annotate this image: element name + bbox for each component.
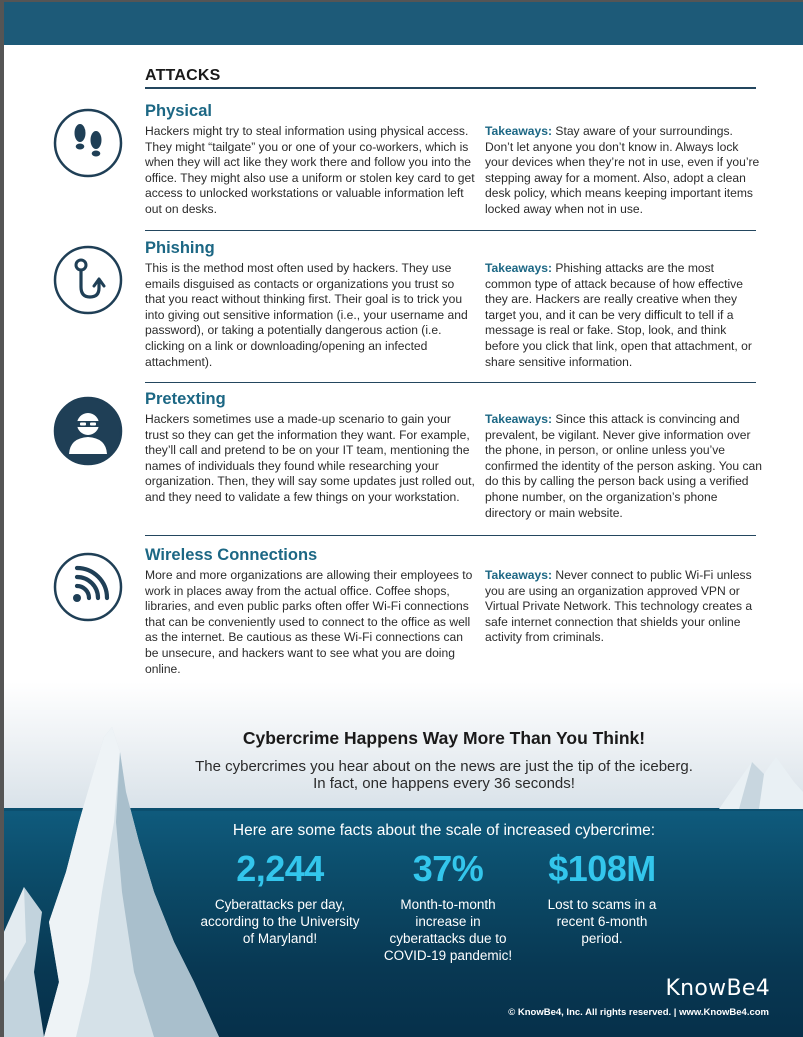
wifi-signal-icon bbox=[53, 552, 123, 622]
takeaway-text: Never connect to public Wi-Fi unless you are using an organization approved VPN or Virtual Private Network. This technology creates a safe internet connection that shields your online activity from criminals. bbox=[485, 568, 753, 645]
takeaway-text: Stay aware of your surroundings. Don’t let anyone you don’t know in. Always lock your devices when they’re not in use, even if you’re stepping away for a moment. Also, adopt a clean desk policy, which means keeping important items locked away when not in use. bbox=[485, 124, 760, 216]
attack-title: Pretexting bbox=[145, 390, 226, 408]
stat-scam-losses bbox=[539, 848, 665, 947]
top-banner bbox=[4, 2, 803, 45]
stat-cyberattacks-per-day bbox=[200, 848, 360, 947]
section-divider bbox=[145, 230, 756, 231]
stat-description: Month-to-month increase in cyberattacks due to COVID-19 pandemic! bbox=[383, 897, 513, 963]
cybercrime-subheading: The cybercrimes you hear about on the news are just the tip of the iceberg. In fact, one happens every 36 seconds! bbox=[195, 758, 693, 792]
section-divider bbox=[145, 382, 756, 383]
knowbe4-logo: KnowBe4 bbox=[665, 976, 770, 1001]
attack-description: More and more organizations are allowing their employees to work in places away from the actual office. Coffee shops, libraries, and even public parks often offer Wi-Fi connections that can be conveniently used to connect to the office as well as the internet. Be cautious as these Wi-Fi connections can be unsecure, and hackers want to see what you are doing online. bbox=[145, 568, 473, 676]
attack-takeaway bbox=[485, 568, 763, 646]
attack-takeaway bbox=[485, 412, 763, 521]
attack-title: Wireless Connections bbox=[145, 546, 318, 564]
facts-intro: Here are some facts about the scale of increased cybercrime: bbox=[232, 822, 656, 839]
stat-number: $108M bbox=[548, 848, 656, 889]
stat-description: Lost to scams in a recent 6-month period. bbox=[547, 897, 657, 946]
takeaway-text: Phishing attacks are the most common type of attack because of how effective they are. Hackers are really creative when they target you, and it can be very difficult to tell if a message is real or fake. Stop, look, and think before you click that link, open that attachment, or share sensitive information. bbox=[485, 261, 752, 369]
takeaway-text: Since this attack is convincing and prevalent, be vigilant. Never give information over the phone, in person, or online unless you’ve confirmed the identity of the person asking. You can do this by calling the person back using a verified phone number, on the organization’s phone directory or main website. bbox=[485, 412, 762, 520]
attack-description: Hackers might try to steal information using physical access. They might “tailgate” you or one of your co-workers, which is when they will act like they work there and follow you into the office. They might also use a uniform or stolen key card to get access to unlocked workstations or valuable information left out on desks. bbox=[145, 124, 475, 216]
section-heading: ATTACKS bbox=[145, 67, 221, 84]
stat-number: 2,244 bbox=[236, 848, 324, 889]
takeaway-label: Takeaways: bbox=[485, 568, 553, 582]
attack-takeaway bbox=[485, 261, 763, 370]
footprints-icon bbox=[53, 108, 123, 178]
copyright-notice: © KnowBe4, Inc. All rights reserved. | www.KnowBe4.com bbox=[508, 1007, 769, 1018]
page bbox=[4, 2, 803, 1037]
takeaway-label: Takeaways: bbox=[485, 124, 553, 138]
takeaway-label: Takeaways: bbox=[485, 412, 553, 426]
cybercrime-infographic bbox=[4, 682, 803, 1037]
attack-title: Physical bbox=[145, 102, 212, 120]
stat-number: 37% bbox=[412, 848, 484, 889]
takeaway-label: Takeaways: bbox=[485, 261, 553, 275]
attack-description: Hackers sometimes use a made-up scenario to gain your trust so they can get the information they want. For example, they’ll call and pretend to be on your IT team, mentioning the names of individuals they found while researching your organization. Then, they will say some updates just rolled out, and they need to validate a few things on your workstation. bbox=[145, 412, 475, 504]
attack-takeaway bbox=[485, 124, 763, 218]
fishing-hook-icon bbox=[53, 245, 123, 315]
cybercrime-headline: Cybercrime Happens Way More Than You Think! bbox=[242, 728, 646, 748]
attack-title: Phishing bbox=[145, 239, 215, 257]
stat-monthly-increase bbox=[378, 848, 518, 964]
attack-description: This is the method most often used by hackers. They use emails disguised as contacts or organizations you trust so that you react without thinking first. Their goal is to trick you into giving out sensitive information (i.e., your username and password), or taking a potentially dangerous action (i.e. clicking on a link or downloading/opening an infected attachment). bbox=[145, 261, 468, 369]
heading-divider bbox=[145, 87, 756, 89]
stat-description: Cyberattacks per day, according to the University of Maryland! bbox=[200, 897, 360, 946]
masked-person-icon bbox=[53, 396, 123, 466]
section-divider bbox=[145, 535, 756, 536]
